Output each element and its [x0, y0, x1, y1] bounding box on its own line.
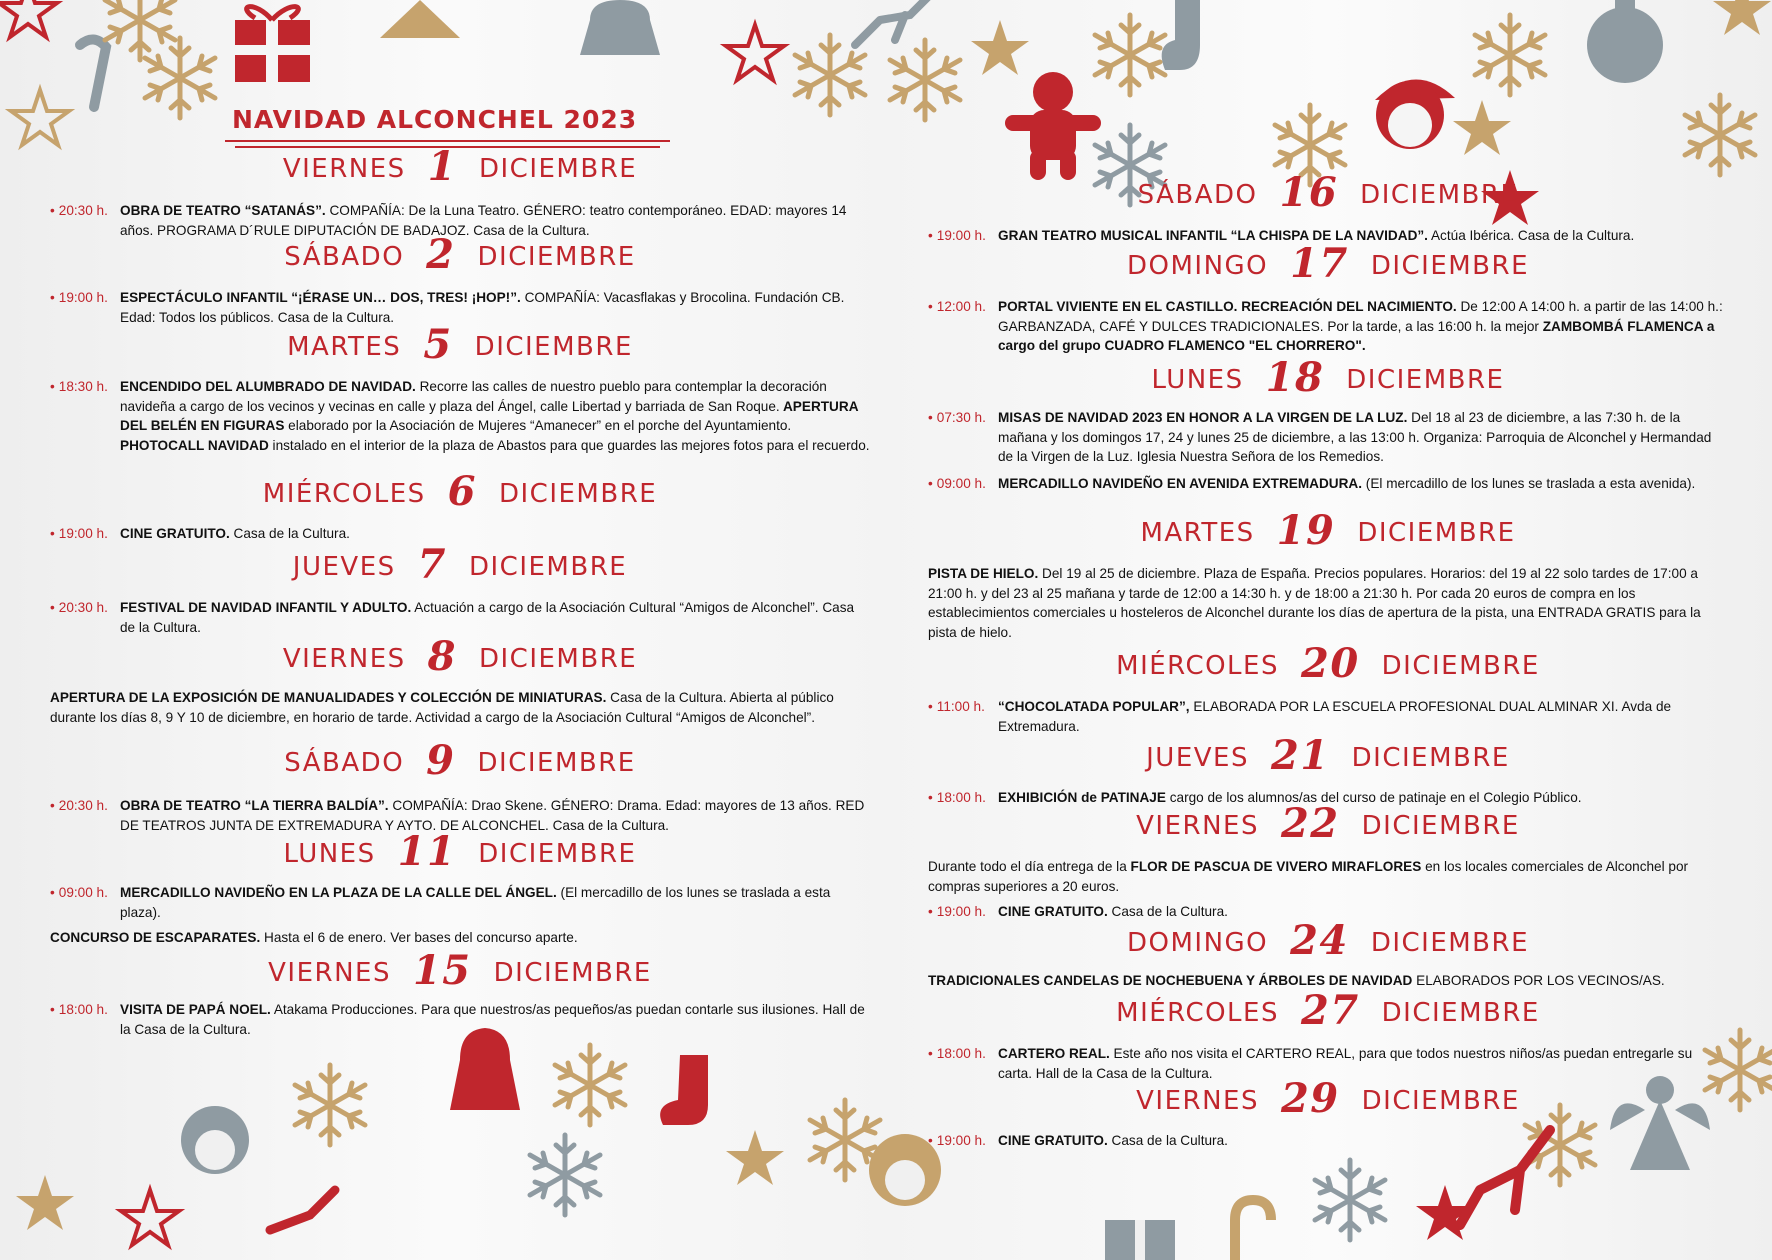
day-month: DICIEMBRE [1381, 998, 1540, 1028]
day-number: 1 [427, 143, 457, 190]
day-number: 2 [426, 231, 456, 278]
event-item [50, 883, 870, 922]
day-heading [50, 541, 870, 588]
event-title: FESTIVAL DE NAVIDAD INFANTIL Y ADULTO. [120, 600, 412, 615]
event-time: • 12:00 h. [928, 297, 986, 317]
day-heading [928, 169, 1728, 216]
event-description: en los locales comerciales de Alconchel por compras superiores a 20 euros. [928, 859, 1689, 894]
day-number: 11 [397, 828, 457, 875]
day-weekday: MARTES [287, 332, 402, 362]
day-weekday: JUEVES [1146, 743, 1249, 773]
event-title: PISTA DE HIELO. [928, 566, 1039, 581]
day-month: DICIEMBRE [1370, 251, 1530, 281]
event-title: MERCADILLO NAVIDEÑO EN LA PLAZA DE LA CALLE DEL ÁNGEL. [120, 885, 557, 900]
star-icon [726, 25, 784, 80]
day-number: 17 [1290, 240, 1349, 287]
day-number: 9 [426, 737, 456, 784]
event-time: • 20:30 h. [50, 598, 108, 618]
event-description: (El mercadillo de los lunes se traslada a esta plaza). [120, 885, 831, 920]
event-item [928, 564, 1728, 642]
day-weekday: VIERNES [268, 958, 391, 988]
star-icon [121, 1190, 179, 1245]
day-weekday: SÁBADO [284, 242, 405, 272]
day-number: 27 [1300, 987, 1360, 1034]
event-time: • 19:00 h. [928, 902, 986, 922]
event-title: MISAS DE NAVIDAD 2023 EN HONOR A LA VIRGEN DE LA LUZ. [998, 410, 1408, 425]
day-weekday: DOMINGO [1126, 251, 1269, 281]
event-time: • 19:00 h. [50, 288, 108, 308]
event-description: ELABORADOS POR LOS VECINOS/AS. [1412, 973, 1665, 988]
bell-icon [450, 1028, 520, 1110]
star-icon [971, 20, 1029, 75]
tree-icon [380, 0, 460, 38]
event-time: • 20:30 h. [50, 796, 108, 816]
event-highlight: FLOR DE PASCUA DE VIVERO MIRAFLORES [1126, 859, 1422, 874]
stocking-icon [660, 1055, 708, 1125]
day-number: 29 [1280, 1075, 1340, 1122]
event-description: instalado en el interior de la plaza de Abastos para que guardes las mejores fotos para el recuerdo. [268, 437, 870, 453]
star-icon [1713, 0, 1771, 35]
day-number: 21 [1270, 732, 1330, 779]
event-description: Del 19 al 25 de diciembre. Plaza de España. Precios populares. Horarios: del 19 al 22 solo tardes de 17:00 a 21:00 h. y del 23 al 25 mañana y tarde de 12:00 a 14:30 h. y de 18:00 a 21:30 h. Por cada 20 euros de compra en los establecimientos comerciales u hosteleros de Alconchel durante los días de apertura de la pista, una ENTRADA GRATIS para la pista de hielo. [928, 566, 1701, 640]
day-weekday: LUNES [1151, 365, 1244, 395]
candy-cane-icon [1235, 1200, 1271, 1260]
event-time: • 20:30 h. [50, 201, 108, 221]
day-heading [928, 1075, 1728, 1122]
reindeer-icon [855, 0, 930, 45]
event-time: • 18:00 h. [928, 788, 986, 808]
event-description: Recorre las calles de nuestro pueblo para contemplar la decoración navideña a cargo de los vecinos y vecinas en calle y plaza del Ángel, calle Libertad y barriada de San Roque. [120, 379, 827, 414]
snowflake-icon [530, 1135, 600, 1215]
day-heading [50, 947, 870, 994]
day-number: 19 [1276, 507, 1336, 554]
event-time: • 19:00 h. [928, 226, 986, 246]
event-title: PORTAL VIVIENTE EN EL CASTILLO. RECREACIÓN DEL NACIMIENTO. [998, 299, 1457, 314]
snowflake-icon [890, 40, 960, 120]
day-heading [50, 633, 870, 680]
day-month: DICIEMBRE [1357, 518, 1516, 548]
event-item [928, 697, 1728, 736]
event-description: Actuación a cargo de la Asociación Cultural “Amigos de Alconchel”. Casa de la Cultura. [120, 600, 855, 635]
event-description: Hasta el 6 de enero. Ver bases del concurso aparte. [260, 930, 578, 945]
day-month: DICIEMBRE [478, 154, 638, 184]
day-month: DICIEMBRE [1351, 743, 1510, 773]
event-title: “CHOCOLATADA POPULAR”, [998, 699, 1190, 714]
event-highlight: ZAMBOMBÁ FLAMENCA a cargo del grupo CUADRO FLAMENCO "EL CHORRERO". [998, 318, 1715, 354]
snowflake-icon [555, 1045, 625, 1125]
day-month: DICIEMBRE [1360, 180, 1519, 210]
event-description: Durante todo el día entrega de la [928, 859, 1127, 874]
event-item [50, 796, 870, 835]
event-time: • 18:00 h. [50, 1000, 108, 1020]
ornament-ball-icon [1587, 0, 1663, 83]
day-number: 24 [1290, 917, 1349, 964]
day-number: 18 [1265, 354, 1325, 401]
event-time: • 19:00 h. [50, 524, 108, 544]
day-heading [50, 468, 870, 515]
event-time: • 07:30 h. [928, 408, 986, 428]
gingerbread-icon [1005, 72, 1101, 180]
event-title: ESPECTÁCULO INFANTIL “¡ÉRASE UN… DOS, TRES! ¡HOP!”. [120, 290, 521, 305]
event-title: TRADICIONALES CANDELAS DE NOCHEBUENA Y ÁRBOLES DE NAVIDAD [928, 973, 1413, 988]
event-time: • 18:30 h. [50, 377, 108, 397]
snowflake-icon [1685, 95, 1755, 175]
day-month: DICIEMBRE [477, 242, 636, 272]
day-heading [928, 987, 1728, 1034]
day-heading [50, 828, 870, 875]
snowflake-icon [295, 1065, 365, 1145]
day-number: 20 [1300, 640, 1360, 687]
event-item [50, 377, 870, 455]
event-description: (El mercadillo de los lunes se traslada a esta avenida). [1362, 476, 1696, 491]
event-title: CINE GRATUITO. [998, 1133, 1108, 1148]
event-time: • 09:00 h. [50, 883, 108, 903]
event-description: Casa de la Cultura. [1107, 1133, 1228, 1148]
day-heading [50, 231, 870, 278]
event-title: ENCENDIDO DEL ALUMBRADO DE NAVIDAD. [120, 379, 416, 394]
day-month: DICIEMBRE [1361, 811, 1520, 841]
event-item [50, 524, 870, 544]
santa-icon [181, 1106, 249, 1174]
event-description: ELABORADA POR LA ESCUELA PROFESIONAL DUAL ALMINAR XI. Avda de Extremadura. [998, 699, 1672, 734]
star-icon [0, 0, 57, 37]
day-weekday: VIERNES [282, 154, 406, 184]
day-month: DICIEMBRE [1361, 1086, 1520, 1116]
event-title: MERCADILLO NAVIDEÑO EN AVENIDA EXTREMADURA. [998, 476, 1363, 491]
event-description: Atakama Producciones. Para que nuestros/as pequeños/as puedan contarle sus ilusiones. Hall de la Casa de la Cultura. [120, 1002, 865, 1037]
day-heading [928, 240, 1728, 287]
day-number: 8 [427, 633, 457, 680]
day-month: DICIEMBRE [1346, 365, 1505, 395]
event-highlight: APERTURA DEL BELÉN EN FIGURAS [120, 398, 859, 434]
day-weekday: VIERNES [1136, 811, 1259, 841]
event-item [50, 928, 870, 948]
bell-icon [580, 0, 660, 55]
day-number: 16 [1279, 169, 1339, 216]
gift-icon [235, 7, 310, 82]
event-description: cargo de los alumnos/as del curso de patinaje en el Colegio Público. [1165, 790, 1582, 805]
snowflake-icon [145, 38, 215, 118]
day-number: 7 [417, 541, 447, 588]
snowflake-icon [1315, 1160, 1385, 1240]
event-item [928, 408, 1728, 467]
event-item [50, 201, 870, 240]
day-weekday: VIERNES [282, 644, 406, 674]
day-weekday: JUEVES [292, 552, 396, 582]
candy-cane-icon [80, 39, 106, 107]
day-number: 15 [412, 947, 472, 994]
event-highlight: PHOTOCALL NAVIDAD [120, 437, 269, 453]
event-title: CINE GRATUITO. [998, 904, 1108, 919]
day-weekday: MARTES [1140, 518, 1255, 548]
day-weekday: MIÉRCOLES [1116, 998, 1279, 1028]
day-heading [50, 737, 870, 784]
day-heading [928, 800, 1728, 847]
santa-icon [1375, 79, 1455, 149]
page-title: NAVIDAD ALCONCHEL 2023 [232, 105, 638, 134]
star-icon [1453, 100, 1511, 155]
event-item [928, 297, 1728, 356]
day-heading [928, 640, 1728, 687]
day-weekday: MIÉRCOLES [1116, 651, 1279, 681]
snowflake-icon [1095, 15, 1165, 95]
event-item [928, 1131, 1728, 1151]
event-item [928, 857, 1728, 896]
day-heading [50, 321, 870, 368]
day-heading [928, 354, 1728, 401]
event-time: • 18:00 h. [928, 1044, 986, 1064]
day-weekday: SÁBADO [284, 748, 405, 778]
day-month: DICIEMBRE [1370, 928, 1530, 958]
snowflake-icon [1475, 15, 1545, 95]
event-title: CONCURSO DE ESCAPARATES. [50, 930, 261, 945]
event-item [50, 688, 870, 727]
event-description: COMPAÑÍA: Vacasflakas y Brocolina. Fundación CB. Edad: Todos los públicos. Casa de la Cultura. [120, 290, 845, 325]
event-time: • 11:00 h. [928, 697, 985, 717]
day-number: 5 [423, 321, 453, 368]
event-description: Casa de la Cultura. Abierta al público durante los días 8, 9 Y 10 de diciembre, en horario de tarde. Actividad a cargo de la Asociación Cultural “Amigos de Alconchel”. [50, 690, 834, 725]
day-month: DICIEMBRE [468, 552, 628, 582]
day-month: DICIEMBRE [478, 839, 637, 869]
event-description: Actúa Ibérica. Casa de la Cultura. [1427, 228, 1635, 243]
day-month: DICIEMBRE [498, 479, 658, 509]
day-weekday: DOMINGO [1126, 928, 1269, 958]
event-description: Casa de la Cultura. [1107, 904, 1228, 919]
event-item [50, 598, 870, 637]
event-item [928, 474, 1728, 494]
event-title: OBRA DE TEATRO “LA TIERRA BALDÍA”. [120, 798, 389, 813]
event-time: • 09:00 h. [928, 474, 986, 494]
day-heading [928, 732, 1728, 779]
star-icon [16, 1175, 74, 1230]
event-item [50, 1000, 870, 1039]
event-description: COMPAÑÍA: Drao Skene. GÉNERO: Drama. Edad: mayores de 13 años. RED DE TEATROS JUNTA DE EXTREMADURA Y AYTO. DE ALCONCHEL. Casa de la Cultura. [120, 798, 865, 833]
event-title: APERTURA DE LA EXPOSICIÓN DE MANUALIDADES Y COLECCIÓN DE MINIATURAS. [50, 690, 607, 705]
day-month: DICIEMBRE [1381, 651, 1540, 681]
event-time: • 19:00 h. [928, 1131, 986, 1151]
snowflake-icon [105, 0, 175, 60]
day-heading [928, 917, 1728, 964]
event-description: Este año nos visita el CARTERO REAL, para que todos nuestros niños/as puedan entregarle su carta. Hall de la Casa de la Cultura. [998, 1046, 1693, 1081]
event-title: EXHIBICIÓN de PATINAJE [998, 790, 1166, 805]
day-month: DICIEMBRE [478, 644, 638, 674]
day-month: DICIEMBRE [477, 748, 636, 778]
event-title: GRAN TEATRO MUSICAL INFANTIL “LA CHISPA DE LA NAVIDAD”. [998, 228, 1428, 243]
star-icon [726, 1130, 784, 1185]
event-item [50, 288, 870, 327]
event-description: Casa de la Cultura. [229, 526, 350, 541]
star-icon [11, 90, 69, 145]
day-month: DICIEMBRE [474, 332, 633, 362]
event-title: OBRA DE TEATRO “SATANÁS”. [120, 203, 326, 218]
event-description: COMPAÑÍA: De la Luna Teatro. GÉNERO: teatro contemporáneo. EDAD: mayores 14 años. PROGRAMA D´RULE DIPUTACIÓN DE BADAJOZ. Casa de la Cultura. [120, 203, 847, 238]
day-weekday: VIERNES [1136, 1086, 1259, 1116]
day-month: DICIEMBRE [493, 958, 652, 988]
day-weekday: LUNES [283, 839, 376, 869]
day-weekday: SÁBADO [1137, 180, 1258, 210]
event-description: elaborado por la Asociación de Mujeres “Amanecer” en el porche del Ayuntamiento. [284, 418, 792, 434]
day-weekday: MIÉRCOLES [262, 479, 426, 509]
event-title: CARTERO REAL. [998, 1046, 1110, 1061]
gift-icon [1105, 1220, 1175, 1260]
day-number: 22 [1280, 800, 1340, 847]
day-number: 6 [447, 468, 477, 515]
event-title: VISITA DE PAPÁ NOEL. [120, 1002, 271, 1017]
day-heading [928, 507, 1728, 554]
title-underline [225, 140, 670, 142]
reindeer-icon [270, 1190, 335, 1230]
day-heading [50, 143, 870, 190]
event-title: CINE GRATUITO. [120, 526, 230, 541]
event-description: Del 18 al 23 de diciembre, a las 7:30 h. de la mañana y los domingos 17, 24 y lunes 25 de diciembre, a las 13:00 h. Organiza: Parroquia de Alconchel y Hermandad de la Virgen de la Luz. Iglesia Nuestra Señora de los Remedios. [998, 410, 1712, 465]
event-description: De 12:00 A 14:00 h. a partir de las 14:00 h.: GARBANZADA, CAFÉ Y DULCES TRADICIONALES. Por la tarde, a las 16:00 h. la mejor [998, 299, 1723, 334]
